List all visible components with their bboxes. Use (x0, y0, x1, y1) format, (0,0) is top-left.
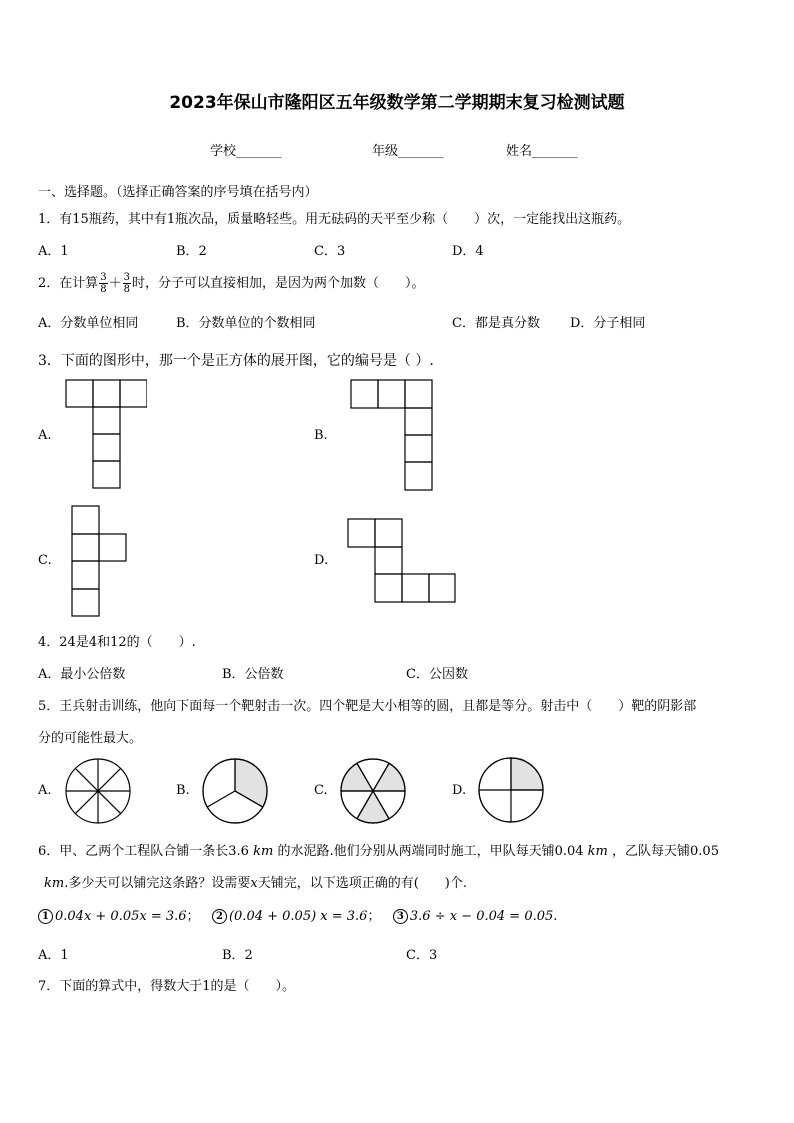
q1-option-b: B．2 (176, 244, 207, 259)
question-6-line-1: 6．甲、乙两个工程队合铺一条长3.6 km 的水泥路.他们分别从两端同时施工，甲队每天铺0.04 km ，乙队每天铺0.05 (38, 844, 719, 859)
grade-field: 年级_______ (372, 144, 444, 159)
equation-2: (0.04 + 0.05) x = 3.6 (228, 909, 368, 924)
question-5-line-1: 5．王兵射击训练，他向下面每一个靶射击一次。四个靶是大小相等的圆，且都是等分。射击中（ ）靶的阴影部 (38, 699, 697, 714)
q3-label-d: D. (314, 553, 329, 568)
q5-target-b (201, 757, 269, 825)
q6-equations: 1 0.04x + 0.05x = 3.6； 2 (0.04 + 0.05) x = 3.6； 3 3.6 ÷ x − 0.04 = 0.05. (38, 905, 557, 924)
question-2 (38, 272, 425, 295)
variable-x: x (250, 876, 258, 891)
q5-target-d (477, 756, 545, 824)
q5-target-a (64, 757, 132, 825)
q3-net-a (65, 379, 147, 492)
equation-3: 3.6 ÷ x − 0.04 = 0.05 (409, 909, 554, 924)
q3-net-c (71, 505, 127, 618)
question-3: 3．下面的图形中，那一个是正方体的展开图，它的编号是（ ）. (38, 353, 434, 369)
q1-option-c: C．3 (314, 244, 346, 259)
page-title: 2023年保山市隆阳区五年级数学第二学期期末复习检测试题 (169, 93, 625, 113)
number-3-circled: 3 (393, 909, 408, 924)
equation-1: 0.04x + 0.05x = 3.6 (55, 909, 187, 924)
q3-label-c: C. (38, 553, 52, 568)
q5-label-d: D. (452, 783, 467, 798)
q2-fraction-1: $\frac{3}{8}$ (100, 272, 107, 295)
number-2-circled: 2 (212, 909, 227, 924)
q2-plus: ＋ (108, 276, 122, 291)
q1-option-a: A．1 (38, 244, 69, 259)
q2-fraction-2: $\frac{3}{8}$ (123, 272, 131, 295)
q3-net-d (347, 518, 457, 604)
q4-option-b: B．公倍数 (222, 667, 284, 682)
q3-label-b: B. (314, 428, 328, 443)
q2-option-b: B．分数单位的个数相同 (176, 316, 316, 331)
q2-prefix: 2．在计算 (38, 276, 99, 291)
question-4: 4．24是4和12的（ ）. (38, 635, 196, 650)
q3-net-b (350, 379, 434, 492)
unit-km: km (253, 844, 274, 859)
q4-option-c: C．公因数 (406, 667, 468, 682)
q5-label-c: C. (314, 783, 328, 798)
question-5-line-2: 分的可能性最大。 (38, 731, 143, 746)
q2-option-d: D．分子相同 (570, 316, 646, 331)
q4-option-a: A．最小公倍数 (38, 667, 126, 682)
q5-label-b: B. (176, 783, 190, 798)
number-1-circled: 1 (38, 909, 53, 924)
question-1: 1．有15瓶药，其中有1瓶次品，质量略轻些。用无砝码的天平至少称（ ）次，一定能找出这瓶药。 (38, 212, 631, 227)
name-field: 姓名_______ (506, 144, 578, 159)
school-field: 学校_______ (210, 144, 282, 159)
q5-label-a: A. (38, 783, 52, 798)
q5-target-c (339, 757, 407, 825)
q2-suffix: 时，分子可以直接相加，是因为两个加数（ ）。 (132, 276, 425, 291)
q6-option-b: B．2 (222, 948, 253, 963)
q6-option-c: C．3 (406, 948, 438, 963)
q1-option-d: D．4 (452, 244, 484, 259)
section-heading: 一、选择题。（选择正确答案的序号填在括号内） (38, 185, 318, 200)
question-7: 7．下面的算式中，得数大于1的是（ ）。 (38, 979, 296, 994)
question-6-line-2: km.多少天可以铺完这条路？设需要x天铺完，以下选项正确的有( )个. (44, 876, 467, 891)
q2-option-a: A．分数单位相同 (38, 316, 139, 331)
q2-option-c: C．都是真分数 (452, 316, 540, 331)
q3-label-a: A. (38, 428, 52, 443)
q6-option-a: A．1 (38, 948, 69, 963)
